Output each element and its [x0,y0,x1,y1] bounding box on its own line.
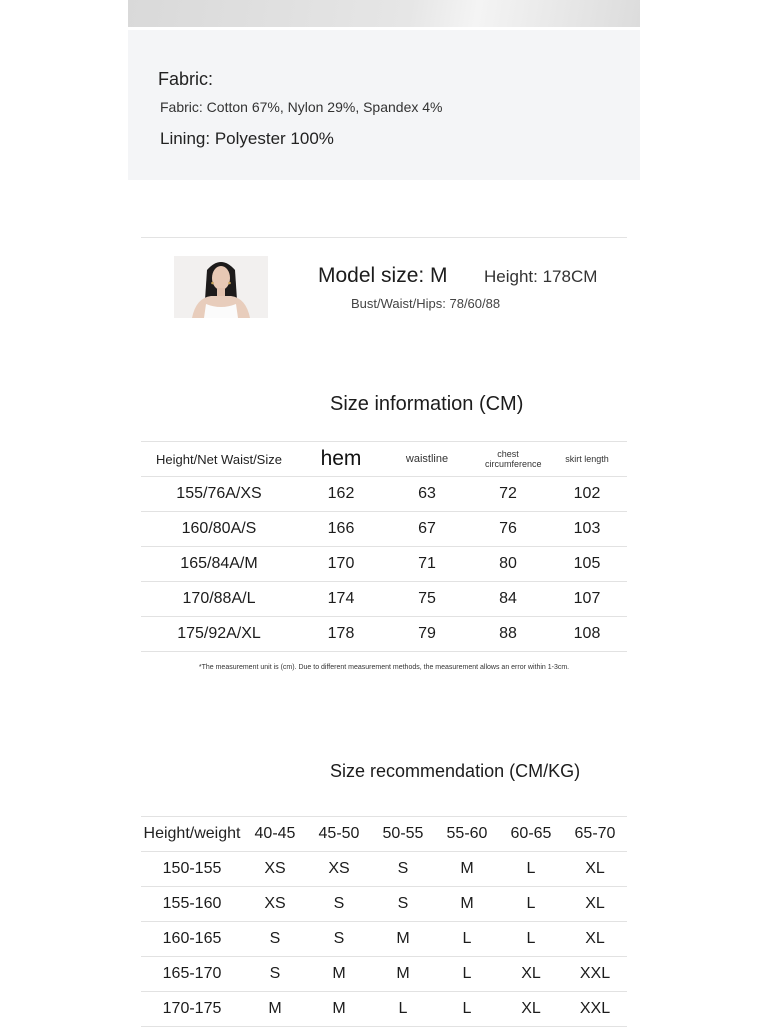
table-cell: M [371,957,435,992]
table-row [141,852,627,887]
table-cell: 76 [469,512,547,547]
table-cell: 170-175 [141,992,243,1027]
table-cell: L [435,957,499,992]
table-cell: 63 [385,477,469,512]
size-information-title: Size information (CM) [330,393,524,415]
table-row [141,992,627,1027]
table-cell: 150-155 [141,852,243,887]
table-cell: XS [307,852,371,887]
column-header: chest circumference [469,442,547,477]
table-cell: S [243,957,307,992]
table-cell: 80 [469,547,547,582]
model-portrait-image [174,256,268,318]
model-measurements: Bust/Waist/Hips: 78/60/88 [351,296,501,311]
table-cell: L [499,852,563,887]
table-cell: L [371,992,435,1027]
table-cell: XXL [563,992,627,1027]
table-cell: L [499,887,563,922]
table-cell: XL [563,852,627,887]
column-header: 60-65 [499,817,563,852]
table-cell: XS [243,852,307,887]
size-recommendation-table [141,816,627,1027]
column-header: 45-50 [307,817,371,852]
table-cell: 155-160 [141,887,243,922]
table-cell: L [435,922,499,957]
table-cell: 72 [469,477,547,512]
table-row [141,477,627,512]
table-cell: XL [563,922,627,957]
column-header: 55-60 [435,817,499,852]
table-cell: S [371,887,435,922]
table-row [141,617,627,652]
table-cell: 84 [469,582,547,617]
table-cell: 107 [547,582,627,617]
table-cell: 160-165 [141,922,243,957]
table-cell: M [435,887,499,922]
table-cell: 170 [297,547,385,582]
table-cell: XXL [563,957,627,992]
table-row [141,512,627,547]
table-row [141,922,627,957]
table-row [141,547,627,582]
table-cell: M [307,957,371,992]
fabric-heading: Fabric: [158,69,214,89]
table-row [141,582,627,617]
table-cell: M [307,992,371,1027]
model-size: Model size: M [318,264,448,287]
table-cell: S [307,887,371,922]
table-cell: 108 [547,617,627,652]
table-cell: 75 [385,582,469,617]
measurement-note: *The measurement unit is (cm). Due to different measurement methods, the measurement allows an error within 1-3cm. [198,664,570,671]
table-cell: 174 [297,582,385,617]
table-cell: L [499,922,563,957]
model-height: Height: 178CM [484,267,598,286]
table-cell: M [371,922,435,957]
divider [141,237,627,238]
table-cell: 155/76A/XS [141,477,297,512]
table-cell: 178 [297,617,385,652]
size-information-table [141,441,627,652]
fabric-composition: Fabric: Cotton 67%, Nylon 29%, Spandex 4% [160,99,443,115]
table-row [141,887,627,922]
product-photo-bottom-edge [128,0,640,27]
table-cell: XS [243,887,307,922]
table-cell: 165-170 [141,957,243,992]
table-cell: 79 [385,617,469,652]
column-header: 50-55 [371,817,435,852]
column-header: Height/Net Waist/Size [141,442,297,477]
table-header-row [141,817,627,852]
column-header: waistline [385,442,469,477]
table-cell: M [435,852,499,887]
table-cell: 67 [385,512,469,547]
table-cell: S [243,922,307,957]
table-cell: L [435,992,499,1027]
fabric-info-panel [128,30,640,180]
table-cell: S [307,922,371,957]
column-header: 65-70 [563,817,627,852]
lining-composition: Lining: Polyester 100% [160,129,334,148]
table-cell: 71 [385,547,469,582]
table-cell: 88 [469,617,547,652]
size-recommendation-title: Size recommendation (CM/KG) [330,761,581,781]
table-header-row [141,442,627,477]
column-header: Height/weight [141,817,243,852]
table-cell: 162 [297,477,385,512]
column-header: 40-45 [243,817,307,852]
table-cell: XL [563,887,627,922]
table-cell: 103 [547,512,627,547]
column-header: skirt length [547,442,627,477]
table-cell: M [243,992,307,1027]
table-cell: 165/84A/M [141,547,297,582]
table-cell: XL [499,992,563,1027]
table-row [141,957,627,992]
table-cell: 170/88A/L [141,582,297,617]
table-cell: S [371,852,435,887]
table-cell: 102 [547,477,627,512]
table-cell: 160/80A/S [141,512,297,547]
column-header: hem [297,442,385,477]
table-cell: 166 [297,512,385,547]
table-cell: 175/92A/XL [141,617,297,652]
table-cell: XL [499,957,563,992]
table-cell: 105 [547,547,627,582]
model-photo [174,256,268,318]
